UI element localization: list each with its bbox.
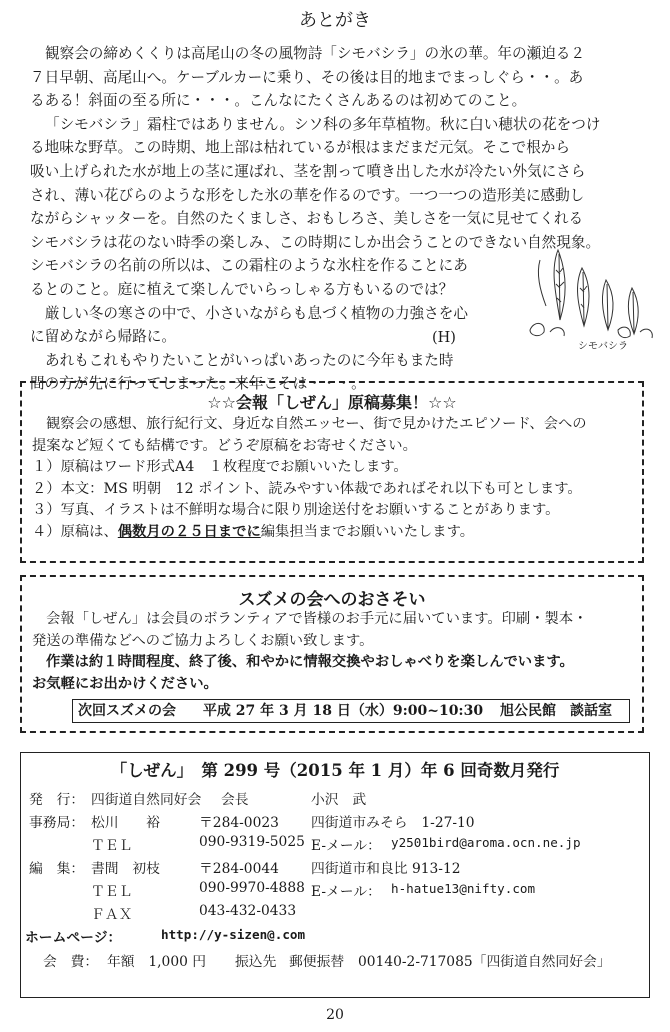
suzume-title: スズメの会へのおさそい xyxy=(238,590,426,610)
figure-caption: シモバシラ xyxy=(578,341,628,352)
editor-address: 四街道市和良比 913-12 xyxy=(311,861,461,877)
colophon-box xyxy=(20,752,650,998)
essay-line: あれもこれもやりたいことがいっぱいあったのに今年もまた時 xyxy=(45,351,454,369)
editor-email-label: E-メール： xyxy=(311,884,381,900)
manuscript-item: ２）本文：MS 明朝 12 ポイント、読みやすい体裁であればそれ以下も可とします。 xyxy=(32,480,582,497)
publisher-name: 四街道自然同好会 xyxy=(91,792,202,808)
essay-line: に留めながら帰路に。 xyxy=(30,328,176,346)
office-email[interactable]: y2501bird@aroma.ocn.ne.jp xyxy=(391,835,581,850)
page-title: あとがき xyxy=(299,10,371,31)
deadline-emphasis: 偶数月の２５日までに xyxy=(117,523,261,540)
essay-line: る地味な野草。この時期、地上部は枯れているが根はまだまだ元気。そこで根から xyxy=(30,139,570,157)
editor-email[interactable]: h-hatue13@nifty.com xyxy=(391,881,536,896)
manuscript-item: １）原稿はワード形式A4 １枚程度でお願いいたします。 xyxy=(32,459,408,476)
editor-name: 書間 初枝 xyxy=(91,861,160,877)
manuscript-intro: 提案など短くても結構です。どうぞ原稿をお寄せください。 xyxy=(32,437,417,454)
fee-amount: 年額 1,000 円 xyxy=(107,954,207,970)
essay-line: るとのこと。庭に植えて楽しんでいらっしゃる方もいるのでは？ xyxy=(30,280,454,298)
manuscript-intro: 観察会の感想、旅行紀行文、身近な自然エッセー、街で見かけたエピソード、会への xyxy=(46,416,587,432)
office-email-label: E-メール： xyxy=(311,838,381,854)
suzume-line: お気軽にお出かけください。 xyxy=(32,675,218,692)
suzume-line: 作業は約１時間程度、終了後、和やかに情報交換やおしゃべりを楽しんでいます。 xyxy=(46,654,574,671)
essay-line: シモバシラの名前の所以は、この霜柱のような氷柱を作ることにあ xyxy=(30,257,468,275)
office-name: 松川 裕 xyxy=(91,815,160,831)
editor-fax-label: ＦＡＸ xyxy=(91,907,133,923)
manuscript-item xyxy=(32,522,636,544)
essay-line: 厳しい冬の寒さの中で、小さいながらも息づく植物の力強さを心 xyxy=(45,304,468,322)
editor-zip: 〒284-0044 xyxy=(199,861,279,877)
office-tel: 090-9319-5025 xyxy=(199,834,305,850)
manuscript-title: ☆☆会報「しぜん」原稿募集！☆☆ xyxy=(207,393,457,412)
transfer-account: 郵便振替 00140-2-717085「四街道自然同好会」 xyxy=(289,954,611,970)
next-meeting-place: 旭公民館 談話室 xyxy=(499,703,612,719)
suzume-invite-box xyxy=(20,575,644,733)
president-name: 小沢 武 xyxy=(311,792,367,808)
manuscript-text xyxy=(32,414,636,544)
homepage-url[interactable]: http://y-sizen@.com xyxy=(161,927,306,942)
essay-line: 間の方が先に行ってしまった。来年こそは・・・。 xyxy=(30,375,366,393)
essay-line: 観察会の締めくくりは高尾山の冬の風物詩「シモバシラ」の氷の華。年の瀬迫る２ xyxy=(45,45,585,62)
manuscript-call-box xyxy=(20,381,644,563)
essay-line: シモバシラは花のない時季の楽しみ、この時期にしか出会うことのできない自然現象。 xyxy=(30,233,601,251)
office-zip: 〒284-0023 xyxy=(199,815,279,831)
next-meeting-info xyxy=(72,699,630,723)
editor-tel: 090-9970-4888 xyxy=(199,880,305,896)
issue-heading: 「しぜん」 第 299 号（2015 年 1 月）年 6 回奇数月発行 xyxy=(110,761,560,780)
publisher-label: 発 行： xyxy=(29,792,85,808)
suzume-line: 発送の準備などへのご協力よろしくお願い致します。 xyxy=(32,632,374,649)
essay-line: 吸い上げられた水が地上の茎に運ばれ、茎を割って噴き出した水が冷たい外気にさら xyxy=(30,162,586,180)
essay-signature: (H) xyxy=(432,330,456,346)
office-label: 事務局： xyxy=(29,815,85,831)
editor-label: 編 集： xyxy=(29,861,85,877)
office-tel-label: ＴＥＬ xyxy=(91,838,133,854)
essay-line: ながらシャッターを。自然のたくましさ、おもしろさ、美しさを一気に見せてくれる xyxy=(30,210,584,228)
page-number: 20 xyxy=(326,1007,344,1023)
shimobashira-illustration xyxy=(520,240,660,350)
editor-fax: 043-432-0433 xyxy=(199,903,297,919)
suzume-line: 会報「しぜん」は会員のボランティアで皆様のお手元に届いています。印刷・製本・ xyxy=(46,611,588,627)
essay-line: され、薄い花びらのような形をした氷の華を作るのです。一つ一つの造形美に感動し xyxy=(30,186,585,204)
item4-suffix: 編集担当までお願いいたします。 xyxy=(260,523,475,540)
essay-line: ７日早朝、高尾山へ。ケーブルカーに乗り、その後は目的地までまっしぐら・・。あ xyxy=(30,68,584,86)
editor-tel-label: ＴＥＬ xyxy=(91,884,133,900)
essay-line: るある！斜面の至る所に・・・。こんなにたくさんあるのは初めてのこと。 xyxy=(30,92,527,110)
next-meeting-label: 次回スズメの会 xyxy=(78,703,176,719)
next-meeting-date: 平成 27 年 3 月 18 日（水）9:00~10:30 xyxy=(202,703,484,719)
item4-prefix: ４）原稿は、 xyxy=(32,523,118,540)
president-label: 会長 xyxy=(221,792,249,808)
fee-label: 会 費： xyxy=(43,954,99,970)
essay-line: 「シモバシラ」霜柱ではありません。シソ科の多年草植物。秋に白い穂状の花をつけ xyxy=(45,115,601,133)
suzume-text xyxy=(32,609,636,695)
homepage-label: ホームページ： xyxy=(25,930,122,946)
transfer-label: 振込先 xyxy=(235,954,277,970)
manuscript-item: ３）写真、イラストは不鮮明な場合に限り別途送付をお願いすることがあります。 xyxy=(32,502,560,519)
office-address: 四街道市みそら 1-27-10 xyxy=(311,815,475,831)
